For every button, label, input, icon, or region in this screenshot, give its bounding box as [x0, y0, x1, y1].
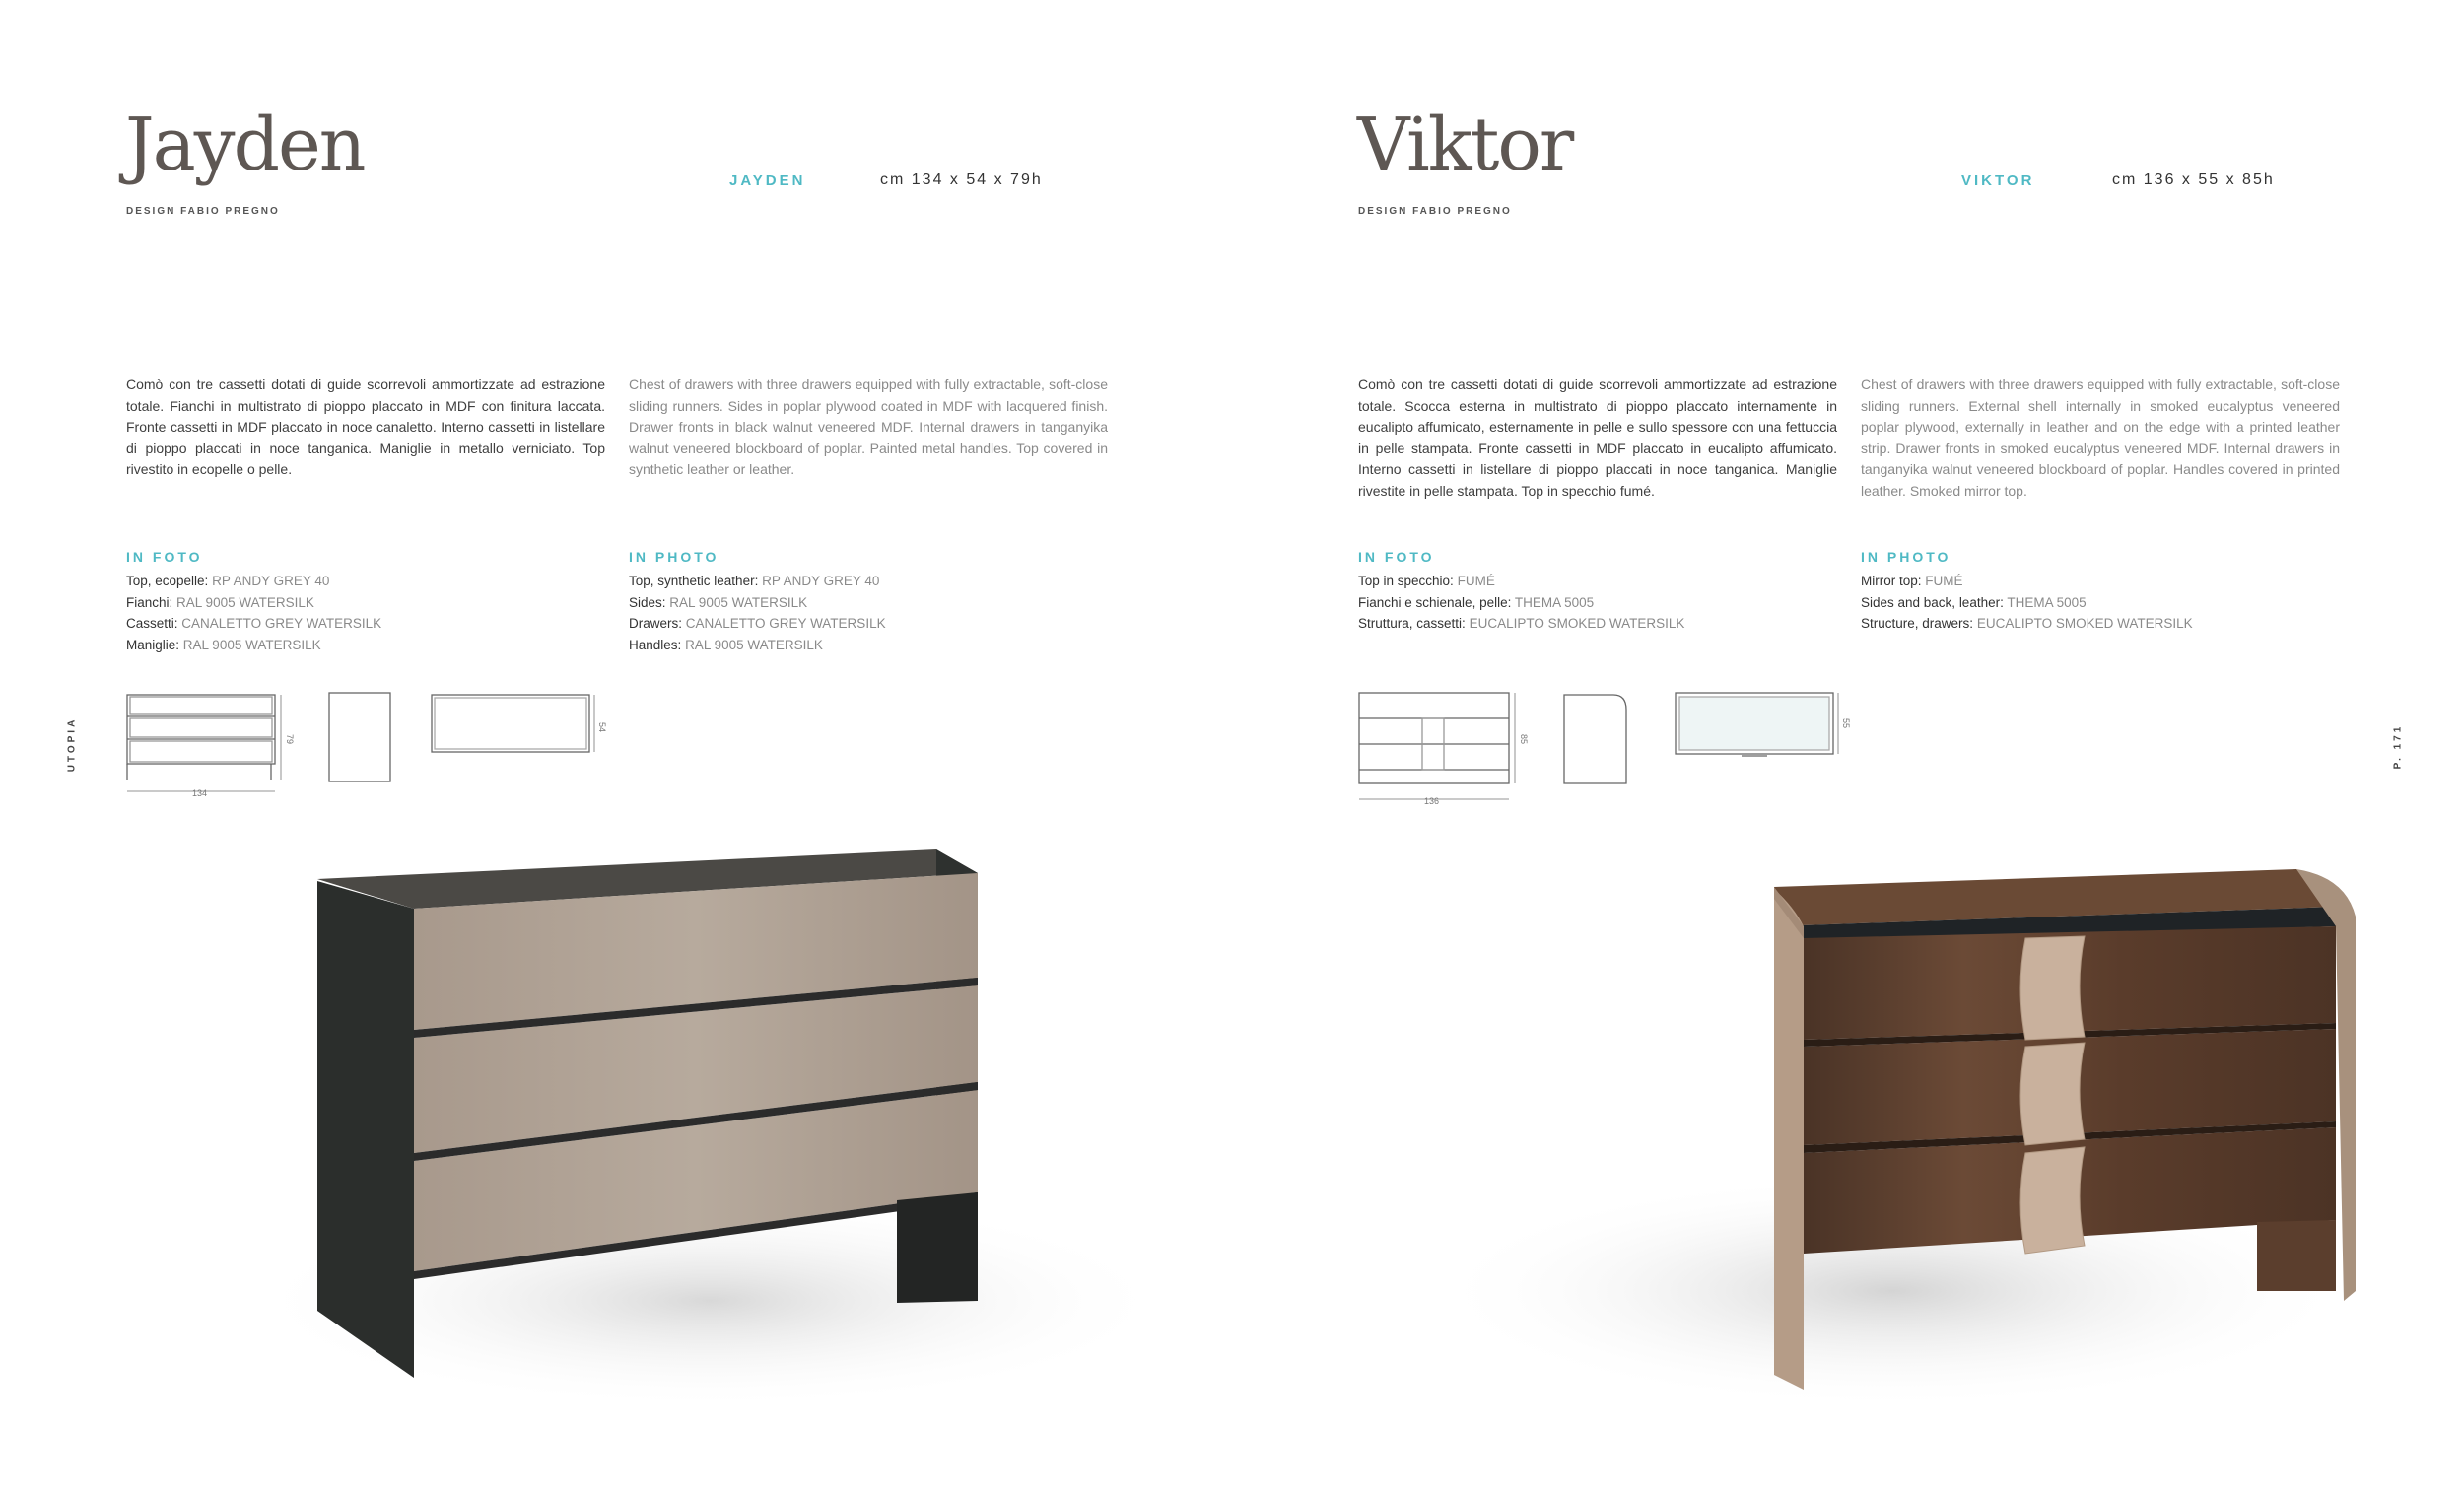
product-title: Viktor — [1357, 102, 1573, 187]
designer-credit: DESIGN FABIO PREGNO — [126, 206, 280, 217]
spec-row: Structure, drawers: EUCALIPTO SMOKED WATERSILK — [1861, 616, 2193, 631]
spec-row: Top in specchio: FUMÉ — [1358, 574, 1495, 588]
front-view-drawing — [1359, 693, 1515, 799]
spec-heading: IN FOTO — [126, 549, 203, 565]
product-photo-viktor — [1478, 828, 2464, 1494]
spec-heading: IN FOTO — [1358, 549, 1435, 565]
spec-row: Handles: RAL 9005 WATERSILK — [629, 637, 823, 652]
technical-drawings — [1355, 685, 1851, 813]
spec-row: Sides and back, leather: THEMA 5005 — [1861, 594, 2087, 610]
spec-row: Maniglie: RAL 9005 WATERSILK — [126, 637, 321, 652]
spec-row: Top, ecopelle: RP ANDY GREY 40 — [126, 574, 330, 588]
dimensions: cm 134 x 54 x 79h — [880, 171, 1043, 188]
finish-spec-italian — [1358, 549, 1821, 635]
model-code: VIKTOR — [1961, 172, 2035, 189]
height-label: 85 — [1519, 734, 1529, 745]
designer-credit: DESIGN FABIO PREGNO — [1358, 206, 1512, 217]
spec-row: Top, synthetic leather: RP ANDY GREY 40 — [629, 574, 880, 588]
side-view-drawing — [1564, 695, 1626, 783]
spec-heading: IN PHOTO — [1861, 549, 1951, 565]
spec-row: Mirror top: FUMÉ — [1861, 574, 1963, 588]
description-english: Chest of drawers with three drawers equipped with fully extractable, soft-close sliding runners. Sides in poplar plywood coated in MDF with lacquered finish. Drawer fronts in black walnut veneered MDF. Internal drawers in tanganyika walnut veneered blockboard of poplar. Painted metal handles. Top covered in synthetic leather or leather. — [629, 376, 1108, 477]
spec-heading: IN PHOTO — [629, 549, 719, 565]
spec-row: Struttura, cassetti: EUCALIPTO SMOKED WATERSILK — [1358, 616, 1685, 631]
finish-spec-english — [629, 549, 1092, 655]
depth-label: 55 — [1841, 718, 1851, 729]
depth-label: 54 — [597, 722, 607, 733]
right-page — [1232, 0, 2464, 1494]
description-english: Chest of drawers with three drawers equipped with fully extractable, soft-close sliding runners. External shell internally in smoked eucalyptus veneered poplar plywood, externally in leather and on the edge with a printed leather strip. Drawer fronts in smoked eucalyptus veneered MDF. Internal drawers in tanganyika walnut veneered blockboard of poplar. Handles covered in printed leather. Smoked mirror top. — [1861, 376, 2340, 499]
model-code: JAYDEN — [729, 172, 806, 189]
side-view-drawing — [329, 693, 390, 781]
spec-row: Drawers: CANALETTO GREY WATERSILK — [629, 616, 886, 631]
series-label: UTOPIA — [66, 716, 78, 773]
spec-row: Fianchi e schienale, pelle: THEMA 5005 — [1358, 594, 1595, 610]
description-italian: Comò con tre cassetti dotati di guide scorrevoli ammortizzate ad estrazione totale. Fianchi in multistrato di pioppo placcato in MDF con finitura laccata. Fronte cassetti in MDF placcato in noce canaletto. Interno cassetti in listellare di pioppo placcati in noce tanganica. Maniglie in metallo verniciato. Top rivestito in ecopelle o pelle. — [126, 376, 605, 477]
finish-spec-english — [1861, 549, 2324, 635]
dimensions: cm 136 x 55 x 85h — [2112, 171, 2275, 188]
spec-row: Cassetti: CANALETTO GREY WATERSILK — [126, 616, 382, 631]
finish-spec-italian — [126, 549, 589, 655]
technical-drawings — [123, 685, 616, 813]
spec-row: Fianchi: RAL 9005 WATERSILK — [126, 594, 314, 610]
description-italian: Comò con tre cassetti dotati di guide scorrevoli ammortizzate ad estrazione totale. Scocca esterna in multistrato di pioppo placcato internamente in eucalipto affumicato, esternamente in pelle e sullo spessore con una fettuccia in pelle stampata. Fronte cassetti in MDF placcato in eucalipto affumicato. Interno cassetti in listellare di pioppo placcati in noce tanganica. Maniglie rivestite in pelle stampata. Top in specchio fumé. — [1358, 376, 1837, 499]
product-title: Jayden — [125, 102, 365, 187]
page-number: P. 171 — [2392, 723, 2404, 770]
height-label: 79 — [285, 734, 295, 745]
width-label: 136 — [1424, 796, 1440, 806]
top-view-drawing — [1676, 693, 1838, 756]
width-label: 134 — [192, 788, 208, 798]
top-view-drawing — [432, 695, 594, 752]
front-view-drawing — [127, 695, 281, 791]
spec-row: Sides: RAL 9005 WATERSILK — [629, 594, 808, 610]
product-photo-jayden — [246, 828, 1232, 1494]
